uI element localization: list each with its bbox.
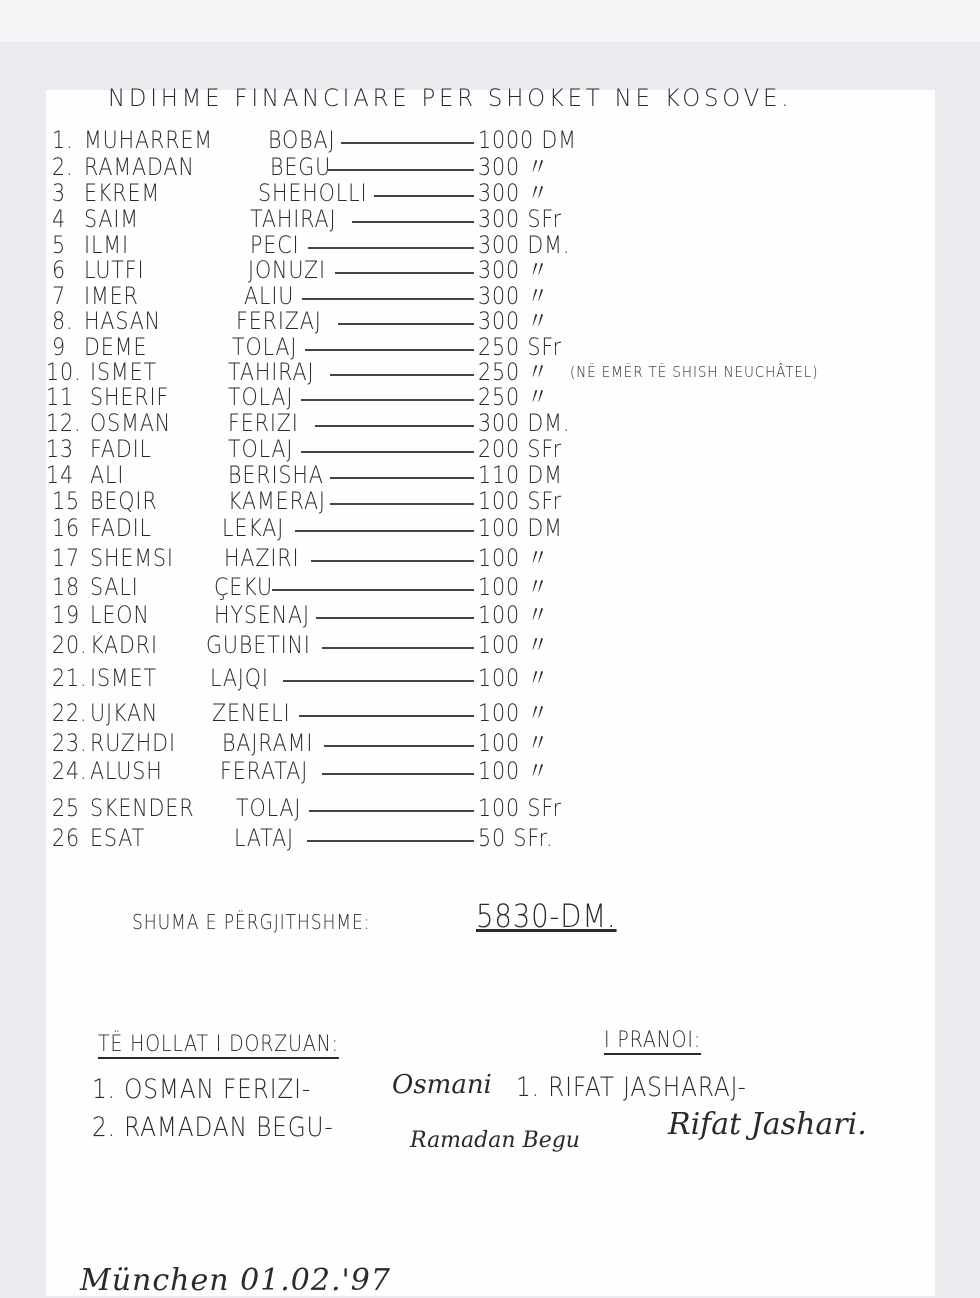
leader-line [330,374,475,376]
leader-line [302,298,474,300]
row-number: 16 [52,514,80,542]
handed-over-person-1: 1. OSMAN FERIZI- [92,1074,312,1105]
row-number: 10. [46,358,82,386]
leader-line [295,530,475,532]
leader-line [272,589,474,591]
amount: 250 〃 [478,358,549,386]
row-number: 24. [52,757,88,785]
leader-line [322,647,474,649]
amount: 300 DM. [478,409,571,437]
leader-line [316,617,475,619]
amount: 250 〃 [478,383,549,411]
last-name: GUBETINI [206,631,311,659]
row-number: 1. [52,126,74,154]
first-name: ALI [90,461,125,489]
last-name: ZENELI [212,699,291,727]
leader-line [309,810,475,812]
first-name: IMER [84,282,139,310]
last-name: BEGU [270,153,332,181]
amount: 300 〃 [478,179,549,207]
first-name: EKREM [84,179,161,207]
first-name: ESAT [90,824,146,852]
last-name: PECI [250,231,300,259]
last-name: BERISHA [228,461,324,489]
amount: 100 〃 [478,573,549,601]
signature-osman-ferizi: Osmani [392,1070,492,1100]
total-value: 5830-DM. [476,897,617,935]
leader-line [308,247,474,249]
first-name: SAIM [84,205,139,233]
first-name: SHERIF [90,383,170,411]
last-name: BOBAJ [268,126,336,154]
leader-line [324,745,475,747]
last-name: SHEHOLLI [258,179,368,207]
first-name: ALUSH [90,757,163,785]
row-number: 15 [52,487,80,515]
leader-line [330,477,475,479]
leader-line [315,425,474,427]
leader-line [307,840,475,842]
row-number: 20. [52,631,88,659]
first-name: FADIL [90,514,152,542]
place-date: München 01.02.'97 [80,1263,391,1298]
row-note: (NË EMËR TË SHISH NEUCHÂTEL) [570,363,819,381]
amount: 300 SFr [478,205,562,233]
row-number: 11 [46,383,74,411]
received-person-1: 1. RIFAT JASHARAJ- [516,1072,747,1103]
first-name: LUTFI [84,256,145,284]
first-name: LEON [90,601,150,629]
first-name: HASAN [84,307,161,335]
last-name: HYSENAJ [214,601,310,629]
row-number: 18 [52,573,80,601]
last-name: TOLAJ [228,435,294,463]
first-name: FADIL [90,435,152,463]
amount: 300 〃 [478,256,549,284]
row-number: 3 [52,179,67,207]
amount: 100 〃 [478,664,549,692]
row-number: 25 [52,794,80,822]
amount: 300 〃 [478,307,549,335]
first-name: ILMI [84,231,129,259]
signature-rifat-jashari: Rifat Jashari. [668,1107,867,1142]
leader-line [322,773,475,775]
last-name: FERIZI [228,409,299,437]
leader-line [311,560,474,562]
amount: 50 SFr. [478,824,554,852]
leader-line [338,323,475,325]
leader-line [305,349,475,351]
amount: 100 〃 [478,757,549,785]
first-name: SKENDER [90,794,195,822]
row-number: 17 [52,544,80,572]
row-number: 22. [52,699,88,727]
row-number: 5 [52,231,67,259]
amount: 100 SFr [478,487,562,515]
amount: 100 〃 [478,729,549,757]
last-name: TAHIRAJ [228,358,315,386]
row-number: 9 [52,333,67,361]
row-number: 26 [52,824,80,852]
last-name: ALIU [244,282,295,310]
leader-line [301,451,475,453]
row-number: 23. [52,729,88,757]
leader-line [301,399,475,401]
first-name: MUHARREM [84,126,213,154]
amount: 1000 DM [478,126,577,154]
first-name: ISMET [90,358,157,386]
handed-over-person-2: 2. RAMADAN BEGU- [92,1112,334,1143]
received-heading: I PRANOI: [604,1028,702,1053]
last-name: LAJQI [210,664,269,692]
row-number: 8. [52,307,74,335]
last-name: TOLAJ [236,794,302,822]
row-number: 4 [52,205,67,233]
row-number: 2. [52,153,74,181]
last-name: TAHIRAJ [250,205,337,233]
row-number: 14 [46,461,74,489]
amount: 250 SFr [478,333,562,361]
first-name: OSMAN [90,409,172,437]
last-name: LEKAJ [222,514,285,542]
amount: 100 〃 [478,601,549,629]
amount: 100 SFr [478,794,562,822]
amount: 300 DM. [478,231,571,259]
last-name: HAZIRI [224,544,300,572]
leader-line [328,169,474,171]
first-name: ISMET [90,664,157,692]
row-number: 21. [52,664,88,692]
amount: 100 DM [478,514,563,542]
first-name: KADRI [90,631,158,659]
amount: 300 〃 [478,282,549,310]
row-number: 6 [52,256,67,284]
amount: 200 SFr [478,435,562,463]
row-number: 12. [46,409,82,437]
leader-line [352,221,475,223]
total-label: SHUMA E PËRGJITHSHME: [132,910,371,934]
first-name: DEME [84,333,148,361]
top-bar [0,0,980,42]
signature-ramadan-begu: Ramadan Begu [410,1128,580,1153]
first-name: UJKAN [90,699,159,727]
row-number: 7 [52,282,67,310]
first-name: BEQIR [90,487,158,515]
amount: 300 〃 [478,153,549,181]
last-name: TOLAJ [228,383,294,411]
last-name: BAJRAMI [222,729,314,757]
leader-line [341,142,475,144]
leader-line [299,715,474,717]
handed-over-heading: TË HOLLAT I DORZUAN: [98,1032,339,1057]
leader-line [374,195,474,197]
last-name: JONUZI [248,256,326,284]
first-name: SHEMSI [90,544,174,572]
last-name: ÇEKU [214,573,273,601]
amount: 100 〃 [478,544,549,572]
amount: 100 〃 [478,631,549,659]
last-name: LATAJ [234,824,295,852]
amount: 110 DM [478,461,563,489]
first-name: RAMADAN [84,153,195,181]
last-name: FERATAJ [220,757,309,785]
last-name: KAMERAJ [228,487,326,515]
first-name: SALI [90,573,139,601]
leader-line [283,680,475,682]
last-name: FERIZAJ [236,307,322,335]
leader-line [335,272,474,274]
row-number: 19 [52,601,80,629]
last-name: TOLAJ [232,333,298,361]
first-name: RUZHDI [90,729,176,757]
amount: 100 〃 [478,699,549,727]
leader-line [330,503,475,505]
document-title: NDIHME FINANCIARE PER SHOKET NE KOSOVE. [108,84,793,112]
row-number: 13 [46,435,74,463]
